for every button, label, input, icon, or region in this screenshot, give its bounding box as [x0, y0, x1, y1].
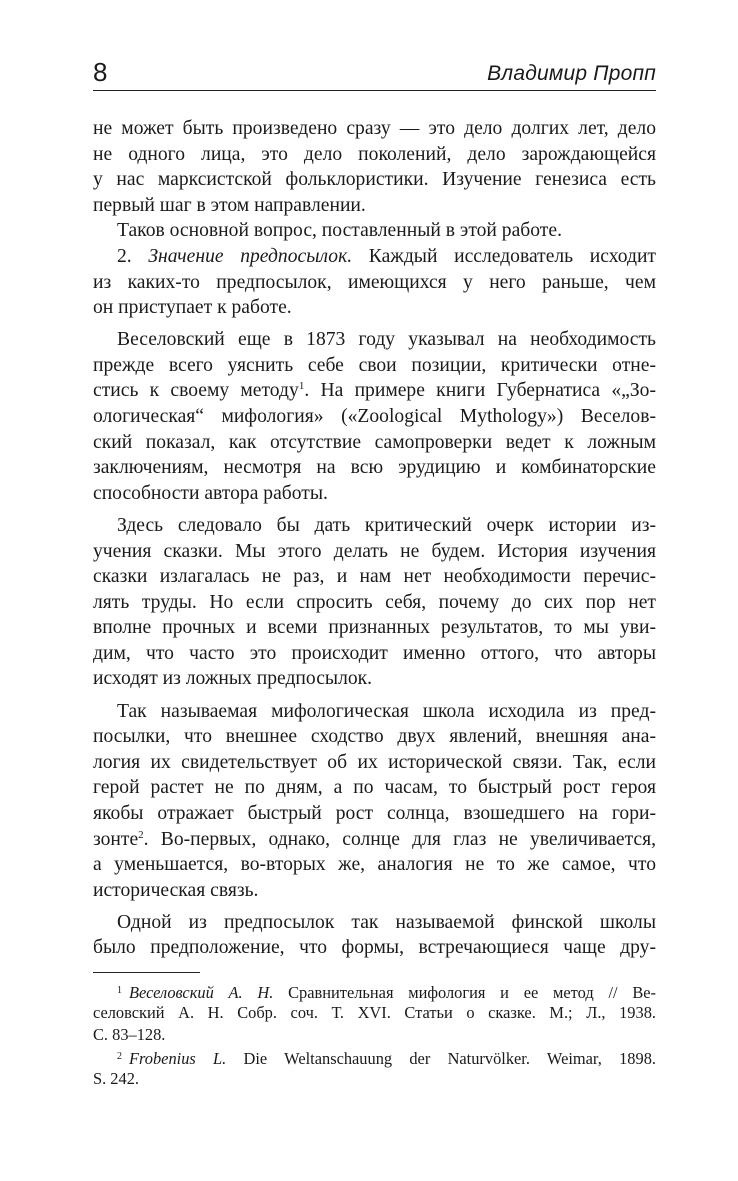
text-line: Таков основной вопрос, поставленный в этой работе.: [117, 220, 562, 242]
text-line: не может быть произведено сразу — это дело долгих лет, дело: [93, 118, 656, 139]
text-fragment: стись к своему методу: [93, 380, 299, 402]
text-line: [93, 244, 656, 270]
text-line: он приступает к работе.: [93, 297, 292, 319]
footnote-line: [93, 980, 656, 1002]
text-line: Веселовский еще в 1873 году указывал на необходимость: [117, 329, 656, 351]
text-line: логия их свидетельствует об их исторической связи. Так, если: [93, 751, 656, 773]
text-fragment: зонте: [93, 828, 139, 850]
text-fragment: Сравнительная мифология и ее метод // Ве-: [273, 983, 656, 1002]
text-line: исходят из ложных предпосылок.: [93, 668, 373, 690]
text-line: сказки излагалась не раз, и нам нет необходимости перечис-: [93, 566, 656, 588]
footnotes: [93, 980, 656, 1090]
text-line: [93, 378, 656, 404]
text-line: учения сказки. Мы этого делать не будем. История изучения: [93, 540, 656, 562]
page-number: 8: [93, 57, 108, 87]
text-line: из каких-то предпосылок, имеющихся у него раньше, чем: [93, 271, 656, 293]
text-line: [93, 827, 656, 853]
text-fragment: Каждый исследователь исходит: [352, 245, 656, 267]
text-line: посылки, что внешнее сходство двух явлений, внешняя ана-: [93, 726, 656, 748]
text-fragment: . Во-первых, однако, солнце для глаз не увеличивается,: [143, 828, 656, 850]
text-line: ский показал, как отсутствие самопроверки ведет к ложным: [93, 431, 656, 453]
text-line: Так называемая мифологическая школа исходила из пред-: [117, 700, 656, 722]
footnote-line: S. 242.: [93, 1069, 139, 1088]
footnote-mark: 1: [117, 985, 122, 996]
footnote-line: [93, 1046, 656, 1068]
text-line: вполне прочных и всеми признанных результатов, то мы уви-: [93, 617, 656, 639]
text-line: первый шаг в этом направлении.: [93, 194, 366, 216]
footnote-line: С. 83–128.: [93, 1025, 166, 1044]
footnote-mark: 2: [117, 1051, 122, 1062]
footnote-divider: [93, 972, 200, 973]
footnote-author: Веселовский А. Н.: [129, 983, 274, 1002]
text-line: герой растет не по дням, а по часам, то быстрый рост героя: [93, 777, 656, 799]
text-line: лять труды. Но если спросить себя, почему до сих пор нет: [93, 591, 656, 613]
section-title: Значение предпосылок.: [148, 245, 353, 267]
text-line: было предположение, что формы, встречающиеся чаще дру-: [93, 937, 656, 959]
text-fragment: . На примере книги Губернатиса «„Зо-: [304, 380, 657, 402]
footnote-author: Frobenius L.: [129, 1049, 227, 1068]
section-number: 2.: [117, 245, 149, 267]
running-title: Владимир Пропп: [487, 62, 656, 85]
text-line: способности автора работы.: [93, 482, 328, 504]
text-line: историческая связь.: [93, 879, 259, 901]
text-line: ологическая“ мифология» («Zoological Mythology») Веселов-: [93, 406, 656, 428]
footnote-ref[interactable]: 1: [298, 380, 305, 393]
text-line: Здесь следовало бы дать критический очерк истории из-: [117, 514, 656, 536]
text-line: дим, что часто это происходит именно оттого, что авторы: [93, 642, 656, 664]
footnote-line: селовский А. Н. Собр. соч. Т. XVI. Статьи о сказке. М.; Л., 1938.: [93, 1003, 656, 1022]
running-head: [93, 57, 656, 91]
text-line: заключениям, несмотря на всю эрудицию и комбинаторские: [93, 457, 656, 479]
body-text: [93, 116, 656, 961]
text-line: у нас марксистской фольклористики. Изучение генезиса есть: [93, 169, 656, 191]
text-line: не одного лица, это дело поколений, дело зарождающейся: [93, 143, 656, 165]
text-line: якобы отражает быстрый рост солнца, взошедшего на гори-: [93, 802, 656, 824]
text-line: Одной из предпосылок так называемой финской школы: [117, 911, 656, 933]
text-line: прежде всего уяснить себе свои позиции, критически отне-: [93, 354, 656, 376]
text-line: а уменьшается, во-вторых же, аналогия не то же самое, что: [93, 854, 656, 876]
footnote-ref[interactable]: 2: [138, 828, 144, 841]
text-fragment: Die Weltanschauung der Naturvölker. Weimar, 1898.: [226, 1049, 656, 1068]
